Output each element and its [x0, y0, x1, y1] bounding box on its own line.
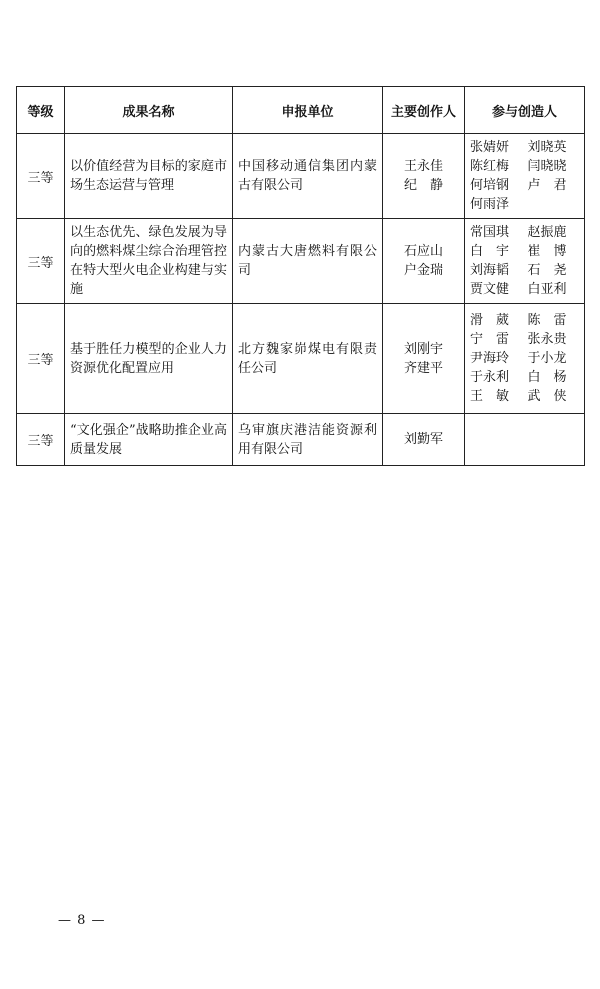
participant-name: 白 杨: [527, 370, 567, 385]
table-row: [17, 134, 585, 219]
author-name: 王永佳: [403, 159, 443, 174]
participant-name: 石 尧: [527, 263, 567, 278]
header-main-author: 主要创作人: [383, 87, 465, 134]
participants-cell: [465, 414, 585, 466]
participants-cell: [465, 134, 585, 219]
participant-list: [470, 138, 579, 214]
author-name: 纪 静: [403, 178, 443, 193]
participant-name: 崔 博: [527, 244, 567, 259]
participant-name: 于永利: [470, 370, 510, 385]
awards-table: [16, 86, 585, 466]
header-participants: 参与创造人: [465, 87, 585, 134]
participants-cell: [465, 219, 585, 304]
grade-cell: 三等: [17, 219, 65, 304]
author-cell: [383, 219, 465, 304]
author-name: 刘刚宇: [403, 341, 443, 357]
author-name: 户金瑞: [403, 263, 443, 278]
table-row: [17, 414, 585, 466]
unit-cell: 北方魏家峁煤电有限责任公司: [233, 304, 383, 414]
participant-name: 滑 葳: [470, 313, 510, 328]
author-name: 齐建平: [403, 360, 443, 376]
grade-cell: 三等: [17, 304, 65, 414]
grade-cell: 三等: [17, 414, 65, 466]
participant-name: 尹海玲: [470, 351, 510, 366]
participant-name: 陈 雷: [527, 313, 567, 328]
title-cell: 以价值经营为目标的家庭市场生态运营与管理: [65, 134, 233, 219]
author-name: 刘勤军: [403, 432, 443, 447]
author-cell: [383, 414, 465, 466]
participant-list: [470, 223, 579, 299]
author-cell: [383, 134, 465, 219]
participant-name: 白 宇: [470, 244, 510, 259]
participant-name: 陈红梅: [470, 159, 510, 174]
unit-cell: 内蒙古大唐燃料有限公司: [233, 219, 383, 304]
participant-name: 赵振鹿: [527, 225, 567, 240]
participants-cell: [465, 304, 585, 414]
unit-cell: 乌审旗庆港洁能资源利用有限公司: [233, 414, 383, 466]
title-cell: 以生态优先、绿色发展为导向的燃料煤尘综合治理管控在特大型火电企业构建与实施: [65, 219, 233, 304]
grade-cell: 三等: [17, 134, 65, 219]
title-cell: 基于胜任力模型的企业人力资源优化配置应用: [65, 304, 233, 414]
participant-name: 张婧妍: [470, 140, 510, 155]
page-number: — 8 —: [58, 913, 106, 928]
participant-name: 于小龙: [527, 351, 567, 366]
participant-name: 闫晓晓: [527, 159, 567, 174]
author-cell: [383, 304, 465, 414]
participant-name: 刘海韬: [470, 263, 510, 278]
table-row: [17, 304, 585, 414]
participant-list: [470, 311, 579, 406]
participant-name: 张永贵: [527, 332, 567, 347]
participant-name: 刘晓英: [527, 140, 567, 155]
unit-cell: 中国移动通信集团内蒙古有限公司: [233, 134, 383, 219]
table-row: [17, 219, 585, 304]
participant-name: 宁 雷: [470, 332, 510, 347]
title-cell: “文化强企”战略助推企业高质量发展: [65, 414, 233, 466]
participant-name: 王 敏: [470, 389, 510, 404]
header-unit: 申报单位: [233, 87, 383, 134]
participant-name: 白亚利: [527, 282, 567, 297]
header-grade: 等级: [17, 87, 65, 134]
participant-name: 常国琪: [470, 225, 510, 240]
participant-name: 贾文健: [470, 282, 510, 297]
participant-name: 卢 君: [527, 178, 567, 193]
header-title: 成果名称: [65, 87, 233, 134]
participant-name: 何雨泽: [470, 197, 510, 212]
participant-name: 何培钢: [470, 178, 510, 193]
author-name: 石应山: [403, 244, 443, 259]
table-header-row: [17, 87, 585, 134]
participant-name: 武 侠: [527, 389, 567, 404]
